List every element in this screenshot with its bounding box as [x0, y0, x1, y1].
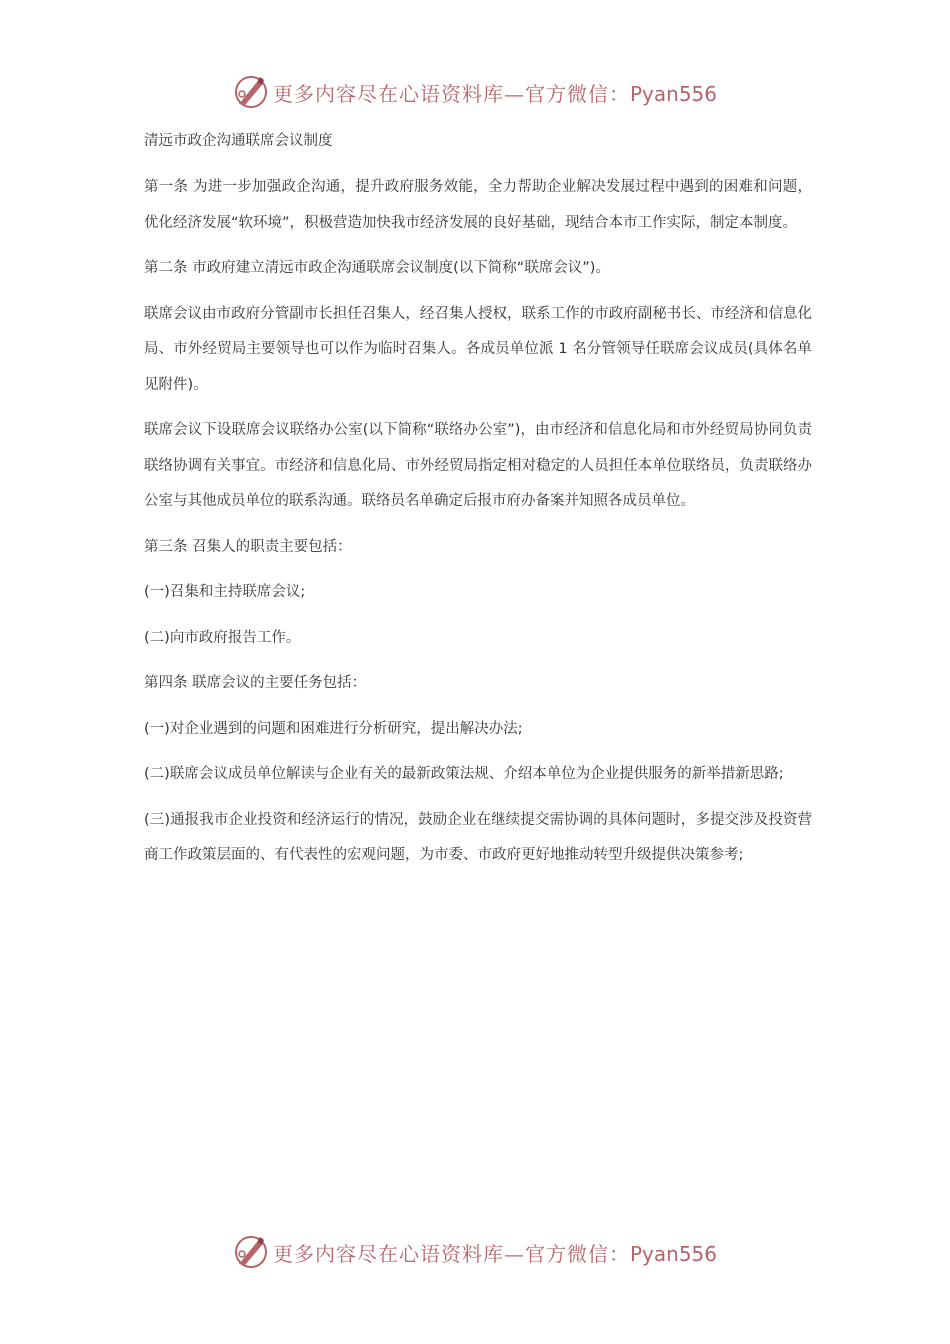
banner-text: 更多内容尽在心语资料库—官方微信：Pyan556	[272, 81, 717, 106]
article-3-item-2: (二)向市政府报告工作。	[144, 629, 301, 646]
article-4-item-3: (三)通报我市企业投资和经济运行的情况，鼓励企业在继续提交需协调的具体问题时，多提交涉及投资营商工作政策层面的、有代表性的宏观问题，为市委、市政府更好地推动转型升级提供决策参考;	[144, 811, 812, 863]
wechat-id: Pyan556	[629, 81, 717, 106]
paragraph-convener: 联席会议由市政府分管副市长担任召集人，经召集人授权，联系工作的市政府副秘书长、市经济和信息化局、市外经贸局主要领导也可以作为临时召集人。各成员单位派 1 名分管领导任联席会议成员(具体名单见附件)。	[144, 305, 812, 393]
article-4: 第四条 联席会议的主要任务包括：	[144, 675, 367, 691]
pen-logo-icon	[233, 1234, 269, 1270]
article-4-item-1: (一)对企业遇到的问题和困难进行分析研究，提出解决办法;	[144, 720, 523, 737]
wechat-id: Pyan556	[629, 1241, 717, 1266]
article-2: 第二条 市政府建立清远市政企沟通联席会议制度(以下简称“联席会议”)。	[144, 260, 610, 276]
article-3: 第三条 召集人的职责主要包括：	[144, 538, 352, 555]
article-3-item-1: (一)召集和主持联席会议;	[144, 584, 306, 600]
article-4-item-2: (二)联席会议成员单位解读与企业有关的最新政策法规、介绍本单位为企业提供服务的新举措新思路;	[144, 766, 784, 782]
article-1: 第一条 为进一步加强政企沟通，提升政府服务效能，全力帮助企业解决发展过程中遇到的困难和问题，优化经济发展“软环境”，积极营造加快我市经济发展的良好基础，现结合本市工作实际，制定本制度。	[144, 179, 812, 231]
footer-banner	[0, 1232, 950, 1272]
pen-logo-icon	[233, 74, 269, 110]
document-body	[144, 124, 812, 884]
paragraph-liaison-office: 联席会议下设联席会议联络办公室(以下简称“联络办公室”)，由市经济和信息化局和市外经贸局协同负责联络协调有关事宜。市经济和信息化局、市外经贸局指定相对稳定的人员担任本单位联络员，负责联络办公室与其他成员单位的联系沟通。联络员名单确定后报市府办备案并知照各成员单位。	[144, 422, 812, 509]
document-title: 清远市政企沟通联席会议制度	[144, 133, 333, 149]
banner-text: 更多内容尽在心语资料库—官方微信：Pyan556	[272, 1241, 717, 1266]
header-banner	[0, 72, 950, 112]
